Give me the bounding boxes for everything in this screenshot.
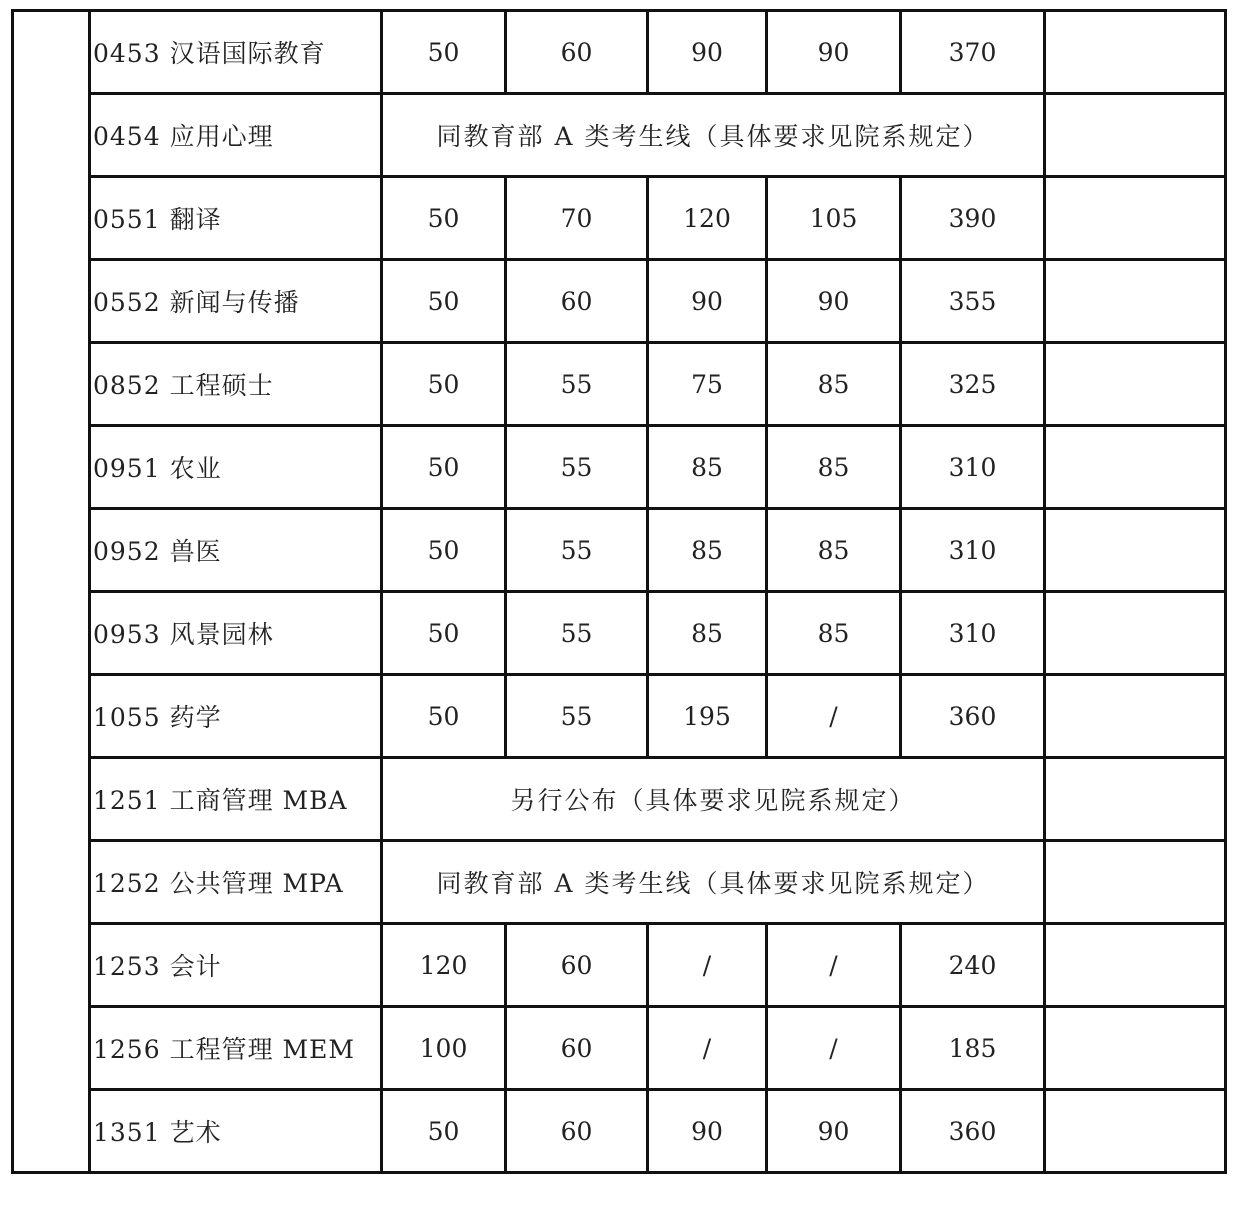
table-row	[13, 1007, 1226, 1090]
table-row	[13, 924, 1226, 1007]
program-name-cell: 0951 农业	[90, 426, 382, 509]
score-cell: 90	[767, 260, 901, 343]
table-row	[13, 592, 1226, 675]
score-cell: /	[648, 1007, 767, 1090]
table-row	[13, 509, 1226, 592]
score-cell: 50	[382, 509, 506, 592]
remark-cell	[1045, 177, 1226, 260]
score-cell: 325	[901, 343, 1045, 426]
program-name-cell: 1252 公共管理 MPA	[90, 841, 382, 924]
score-cell: 85	[767, 592, 901, 675]
score-cell: /	[767, 1007, 901, 1090]
score-cell: 55	[506, 592, 648, 675]
score-cell: /	[767, 924, 901, 1007]
score-note-cell: 同教育部 A 类考生线（具体要求见院系规定）	[382, 841, 1045, 924]
table-row	[13, 94, 1226, 177]
program-name-cell: 0453 汉语国际教育	[90, 11, 382, 94]
score-cell: 50	[382, 592, 506, 675]
score-cell: 360	[901, 1090, 1045, 1173]
score-cell: 50	[382, 1090, 506, 1173]
table-row	[13, 177, 1226, 260]
score-cell: 90	[648, 1090, 767, 1173]
program-name-cell: 1256 工程管理 MEM	[90, 1007, 382, 1090]
program-name-cell: 1351 艺术	[90, 1090, 382, 1173]
score-cell: 60	[506, 1090, 648, 1173]
program-name-cell: 0952 兽医	[90, 509, 382, 592]
table-row	[13, 841, 1226, 924]
score-cell: 50	[382, 675, 506, 758]
remark-cell	[1045, 94, 1226, 177]
remark-cell	[1045, 260, 1226, 343]
program-name-cell: 0551 翻译	[90, 177, 382, 260]
score-cell: /	[767, 675, 901, 758]
table-row	[13, 758, 1226, 841]
score-cell: 50	[382, 11, 506, 94]
remark-cell	[1045, 675, 1226, 758]
score-cell: 85	[648, 592, 767, 675]
remark-cell	[1045, 11, 1226, 94]
remark-cell	[1045, 841, 1226, 924]
score-cell: 370	[901, 11, 1045, 94]
category-cell	[13, 11, 90, 1173]
score-cell: 120	[648, 177, 767, 260]
score-cell: 85	[767, 509, 901, 592]
score-cell: 60	[506, 924, 648, 1007]
score-cell: 185	[901, 1007, 1045, 1090]
score-cell: 85	[767, 426, 901, 509]
score-note-cell: 另行公布（具体要求见院系规定）	[382, 758, 1045, 841]
score-cell: 70	[506, 177, 648, 260]
score-cell: 360	[901, 675, 1045, 758]
score-cell: 85	[648, 426, 767, 509]
program-name-cell: 1253 会计	[90, 924, 382, 1007]
table-row	[13, 260, 1226, 343]
score-cell: 120	[382, 924, 506, 1007]
score-cell: 60	[506, 1007, 648, 1090]
score-cell: 85	[648, 509, 767, 592]
table-row	[13, 675, 1226, 758]
score-cell: 60	[506, 260, 648, 343]
score-cell: 60	[506, 11, 648, 94]
program-name-cell: 0852 工程硕士	[90, 343, 382, 426]
remark-cell	[1045, 592, 1226, 675]
score-cell: 50	[382, 426, 506, 509]
score-cell: 85	[767, 343, 901, 426]
score-cell: 90	[648, 11, 767, 94]
score-cell: 55	[506, 426, 648, 509]
remark-cell	[1045, 924, 1226, 1007]
score-cell: 50	[382, 177, 506, 260]
remark-cell	[1045, 1090, 1226, 1173]
score-cell: /	[648, 924, 767, 1007]
program-name-cell: 0454 应用心理	[90, 94, 382, 177]
score-cell: 90	[767, 1090, 901, 1173]
score-cell: 195	[648, 675, 767, 758]
remark-cell	[1045, 758, 1226, 841]
score-cell: 55	[506, 343, 648, 426]
program-name-cell: 0953 风景园林	[90, 592, 382, 675]
program-name-cell: 1055 药学	[90, 675, 382, 758]
score-cell: 50	[382, 343, 506, 426]
score-cell: 90	[767, 11, 901, 94]
table-row	[13, 1090, 1226, 1173]
score-cell: 310	[901, 592, 1045, 675]
score-cell: 310	[901, 509, 1045, 592]
score-cell: 240	[901, 924, 1045, 1007]
score-cell: 105	[767, 177, 901, 260]
program-name-cell: 0552 新闻与传播	[90, 260, 382, 343]
table-row	[13, 11, 1226, 94]
program-name-cell: 1251 工商管理 MBA	[90, 758, 382, 841]
score-table	[11, 9, 1227, 1174]
table-row	[13, 343, 1226, 426]
score-cell: 100	[382, 1007, 506, 1090]
score-cell: 355	[901, 260, 1045, 343]
score-cell: 75	[648, 343, 767, 426]
score-note-cell: 同教育部 A 类考生线（具体要求见院系规定）	[382, 94, 1045, 177]
score-cell: 310	[901, 426, 1045, 509]
score-cell: 50	[382, 260, 506, 343]
remark-cell	[1045, 426, 1226, 509]
remark-cell	[1045, 1007, 1226, 1090]
table-row	[13, 426, 1226, 509]
remark-cell	[1045, 343, 1226, 426]
score-cell: 55	[506, 675, 648, 758]
score-cell: 390	[901, 177, 1045, 260]
score-cell: 55	[506, 509, 648, 592]
score-cell: 90	[648, 260, 767, 343]
remark-cell	[1045, 509, 1226, 592]
